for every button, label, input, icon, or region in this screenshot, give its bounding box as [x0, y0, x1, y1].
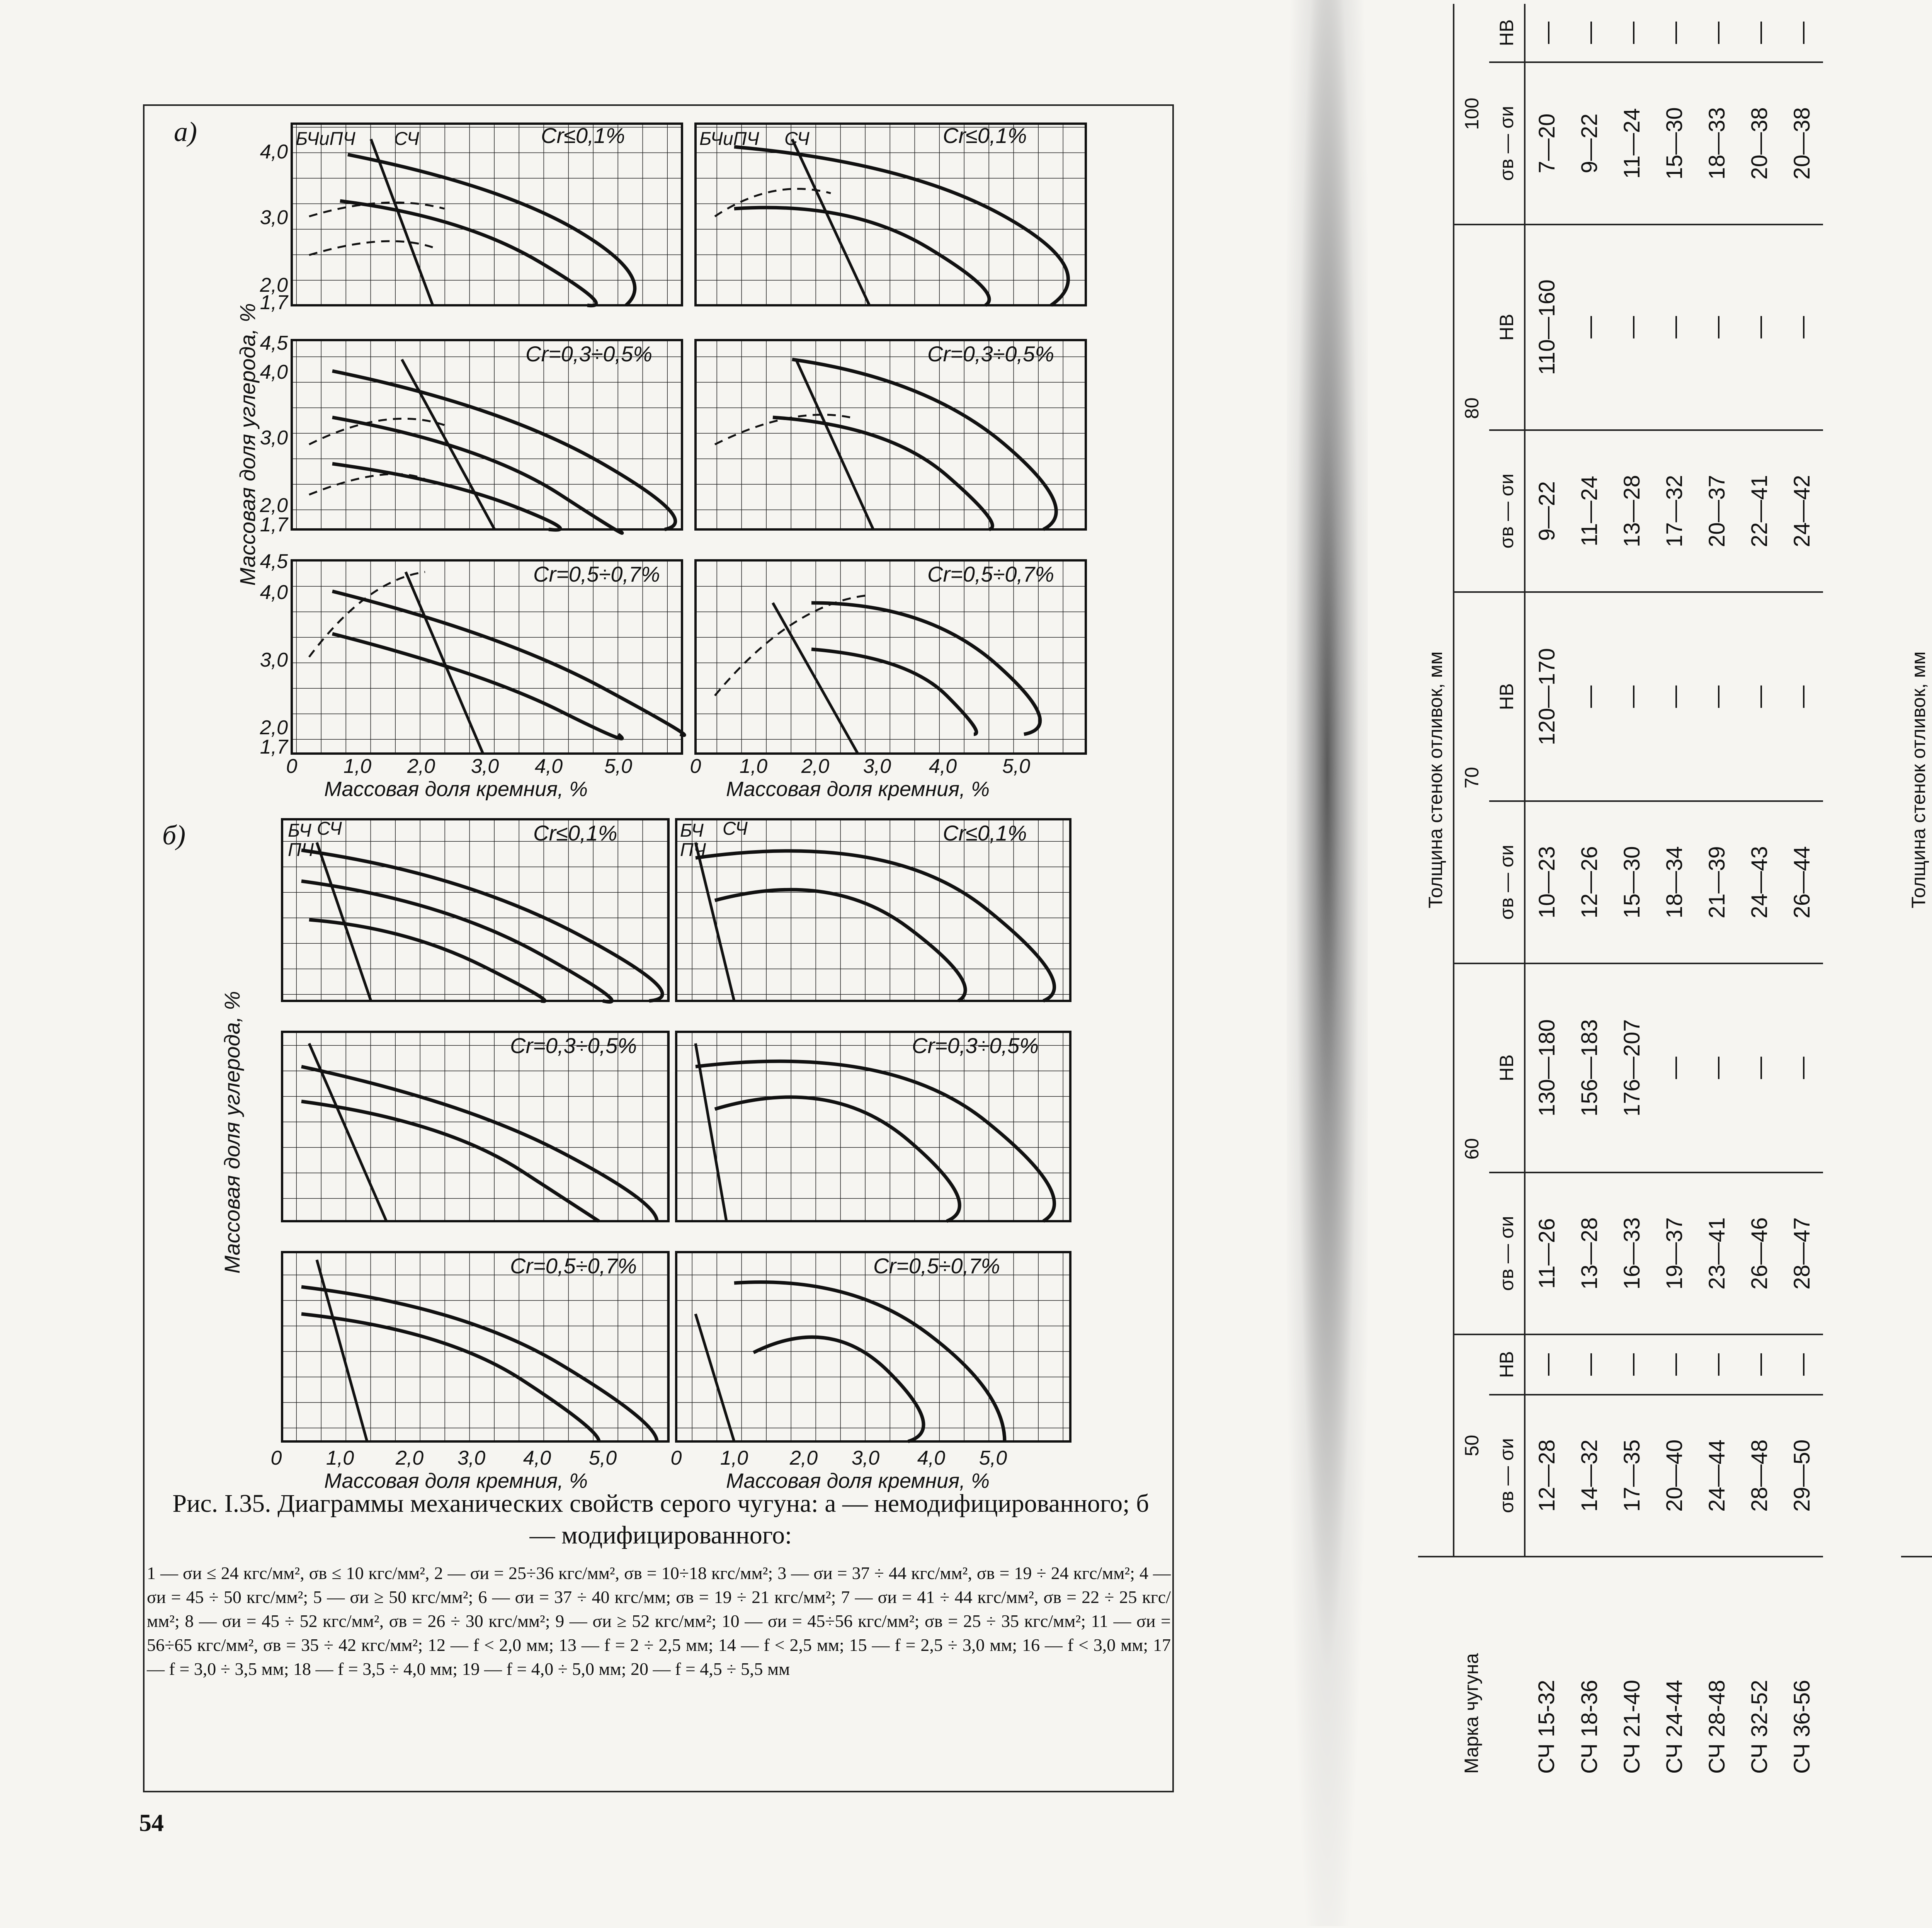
x-tick: 1,0	[343, 755, 372, 778]
sigma-cell: 18—33	[1696, 62, 1738, 224]
hb-cell: —	[1611, 4, 1653, 62]
sigma-cell: 9—22	[1525, 430, 1568, 592]
x-tick: 0	[670, 1447, 682, 1469]
hb-cell: —	[1738, 4, 1781, 62]
sigma-cell: 12—26	[1568, 801, 1611, 963]
y-tick: 4,5	[260, 332, 288, 354]
y-tick: 2,0	[260, 274, 288, 296]
sigma-cell: 10—23	[1525, 801, 1568, 963]
col-sigma: σв — σи	[1489, 62, 1525, 224]
zone-label-pch-short: ПЧ	[288, 840, 314, 860]
x-tick: 0	[286, 755, 298, 778]
hb-cell: 110—160	[1525, 225, 1568, 430]
hb-cell: —	[1653, 225, 1696, 430]
col-sigma: σв — σи	[1489, 801, 1525, 963]
hb-cell: 176—207	[1611, 963, 1653, 1172]
sigma-cell: 29—50	[1781, 1395, 1823, 1557]
x-tick: 3,0	[471, 755, 499, 778]
col-hb: HB	[1489, 963, 1525, 1172]
sigma-cell: 11—24	[1611, 62, 1653, 224]
hb-cell: —	[1781, 1334, 1823, 1395]
hb-cell: —	[1653, 1334, 1696, 1395]
sigma-cell: 23—41	[1696, 1172, 1738, 1334]
x-axis-label: Массовая доля кремния, %	[726, 1469, 990, 1492]
col-sigma: σв — σи	[1489, 1395, 1525, 1557]
hb-cell: —	[1525, 4, 1568, 62]
hb-cell: —	[1696, 963, 1738, 1172]
grade-header	[1901, 1557, 1932, 1789]
table-row	[1611, 4, 1653, 1789]
hb-cell: —	[1611, 225, 1653, 430]
hb-cell: 130—180	[1525, 963, 1568, 1172]
sigma-cell: 15—30	[1611, 801, 1653, 963]
y-tick: 1,7	[260, 291, 288, 314]
hb-cell: —	[1781, 4, 1823, 62]
hb-cell: —	[1696, 4, 1738, 62]
hb-cell: —	[1738, 1334, 1781, 1395]
thickness-header: Толщина стенок отливок, мм	[1901, 4, 1932, 1557]
col-hb: HB	[1489, 4, 1525, 62]
sigma-cell: 13—28	[1611, 430, 1653, 592]
hb-cell: —	[1653, 4, 1696, 62]
x-tick: 1,0	[326, 1447, 354, 1469]
y-tick: 4,5	[260, 550, 288, 573]
col-hb: HB	[1489, 225, 1525, 430]
thickness-value: 60	[1454, 963, 1489, 1335]
table-row	[1568, 4, 1611, 1789]
y-tick: 1,7	[260, 514, 288, 536]
hb-cell: 120—170	[1525, 592, 1568, 801]
x-tick: 5,0	[588, 1447, 617, 1469]
table-row	[1696, 4, 1738, 1789]
zone-label-bch: БЧиПЧ	[699, 129, 759, 149]
book-gutter-shadow	[1287, 0, 1368, 1926]
x-tick: 0	[270, 1447, 282, 1469]
hb-cell: —	[1568, 1334, 1611, 1395]
zone-label-bch-short: БЧ	[288, 820, 311, 841]
zone-label-bch-short: БЧ	[680, 820, 704, 841]
cr-label: Cr=0,5÷0,7%	[510, 1254, 637, 1278]
cr-label: Cr=0,3÷0,5%	[510, 1033, 637, 1058]
grade-cell: СЧ 21-40	[1619, 1680, 1645, 1774]
x-tick: 3,0	[851, 1447, 880, 1469]
panel-a-letter: а)	[174, 116, 197, 147]
x-tick: 5,0	[604, 755, 633, 778]
table-row	[1525, 4, 1568, 1789]
panel-b-letter: б)	[162, 820, 186, 851]
figure-legend: 1 — σи ≤ 24 кгс/мм², σв ≤ 10 кгс/мм², 2 — σи = 25÷36 кгс/мм², σв = 10÷18 кгс/мм²; 3 — σи = 37 ÷ 44 кгс/мм², σв = 19 ÷ 24 кгс/мм²; 4 — σи = 45 ÷ 50 кгс/мм²; 5 — σи ≥ 50 кгс/мм²; 6 — σи = 37 ÷ 40 кгс/мм; σв = 19 ÷ 21 кгс/мм²; 7 — σи = 41 ÷ 44 кгс/мм², σв = 22 ÷ 25 кгс/мм²; 8 — σи = 45 ÷ 52 кгс/мм², σв = 26 ÷ 30 кгс/мм²; 9 — σи ≥ 52 кгс/мм²; 10 — σи = 45÷56 кгс/мм²; σв = 25 ÷ 35 кгс/мм²; 11 — σи = 56÷65 кгс/мм², σв = 35 ÷ 42 кгс/мм²; 12 — f < 2,0 мм; 13 — f = 2 ÷ 2,5 мм; 14 — f < 2,5 мм; 15 — f = 2,5 ÷ 3,0 мм; 16 — f < 3,0 мм; 17 — f = 3,0 ÷ 3,5 мм; 18 — f = 3,5 ÷ 4,0 мм; 19 — f = 4,0 ÷ 5,0 мм; 20 — f = 4,5 ÷ 5,5 мм	[147, 1563, 1171, 1679]
thickness-value: 50	[1454, 1334, 1489, 1557]
y-tick: 3,0	[260, 649, 288, 671]
thickness-header: Толщина стенок отливок, мм	[1418, 4, 1454, 1557]
x-tick: 2,0	[801, 755, 830, 778]
cr-label: Cr≤0,1%	[943, 123, 1027, 148]
sigma-cell: 13—28	[1568, 1172, 1611, 1334]
grade-cell: СЧ 15-32	[1534, 1680, 1559, 1774]
sigma-cell: 24—44	[1696, 1395, 1738, 1557]
hb-cell: —	[1611, 1334, 1653, 1395]
sigma-cell: 19—37	[1653, 1172, 1696, 1334]
x-tick: 1,0	[720, 1447, 748, 1469]
x-axis-label: Массовая доля кремния, %	[324, 778, 588, 801]
sigma-cell: 20—38	[1738, 62, 1781, 224]
sigma-cell: 20—38	[1781, 62, 1823, 224]
hb-cell: —	[1653, 592, 1696, 801]
table-thickness-10-40	[1901, 4, 1932, 1789]
y-tick: 2,0	[260, 494, 288, 517]
grade-cell: СЧ 24-44	[1662, 1680, 1687, 1774]
grade-cell: СЧ 28-48	[1704, 1680, 1730, 1774]
grade-cell: СЧ 32-52	[1747, 1680, 1772, 1774]
figure-caption: Рис. I.35. Диаграммы механических свойств серого чугуна: а — немодифицированного; б — модифицированного:	[172, 1489, 1149, 1549]
y-axis-label: Массовая доля углерода, %	[235, 303, 260, 586]
zone-label-sch: СЧ	[317, 819, 342, 839]
page-number-left: 54	[139, 1809, 164, 1836]
hb-cell: —	[1738, 592, 1781, 801]
panel-b-grids	[282, 819, 1070, 1441]
thickness-value: 100	[1454, 4, 1489, 225]
y-tick: 3,0	[260, 427, 288, 449]
y-tick: 2,0	[260, 716, 288, 739]
table-row	[1738, 4, 1781, 1789]
sigma-cell: 28—47	[1781, 1172, 1823, 1334]
table-thickness-50-100	[1418, 4, 1823, 1789]
zone-label-sch: СЧ	[394, 129, 419, 149]
cr-label: Cr=0,3÷0,5%	[526, 342, 653, 366]
sigma-cell: 28—48	[1738, 1395, 1781, 1557]
sigma-cell: 22—41	[1738, 430, 1781, 592]
hb-cell: —	[1611, 592, 1653, 801]
sigma-cell: 12—28	[1525, 1395, 1568, 1557]
hb-cell: —	[1738, 225, 1781, 430]
x-tick: 1,0	[739, 755, 768, 778]
hb-cell: —	[1568, 225, 1611, 430]
sigma-cell: 9—22	[1568, 62, 1611, 224]
sigma-cell: 16—33	[1611, 1172, 1653, 1334]
hb-cell: —	[1653, 963, 1696, 1172]
hb-cell: —	[1525, 1334, 1568, 1395]
hb-cell: —	[1696, 592, 1738, 801]
sigma-cell: 15—30	[1653, 62, 1696, 224]
cr-label: Cr≤0,1%	[533, 821, 617, 845]
col-sigma: σв — σи	[1489, 1172, 1525, 1334]
sigma-cell: 17—32	[1653, 430, 1696, 592]
x-axis-label: Массовая доля кремния, %	[726, 778, 990, 801]
sigma-cell: 18—34	[1653, 801, 1696, 963]
sigma-cell: 11—24	[1568, 430, 1611, 592]
rotated-table-page	[1403, 4, 1932, 1789]
x-tick: 0	[690, 755, 701, 778]
cr-label: Cr=0,5÷0,7%	[533, 562, 660, 586]
zone-label-pch-short: ПЧ	[680, 840, 706, 860]
x-axis-label: Массовая доля кремния, %	[324, 1469, 588, 1492]
x-tick: 3,0	[457, 1447, 486, 1469]
hb-cell: —	[1696, 225, 1738, 430]
y-tick: 4,0	[260, 361, 288, 383]
sigma-cell: 24—43	[1738, 801, 1781, 963]
sigma-cell: 20—37	[1696, 430, 1738, 592]
col-sigma: σв — σи	[1489, 430, 1525, 592]
grade-cell: СЧ 36-56	[1789, 1680, 1815, 1774]
y-tick: 4,0	[260, 141, 288, 163]
hb-cell: —	[1568, 592, 1611, 801]
panel-a-grids	[292, 124, 1086, 754]
y-axis-label: Массовая доля углерода, %	[220, 991, 244, 1274]
x-tick: 3,0	[863, 755, 891, 778]
sigma-cell: 7—20	[1525, 62, 1568, 224]
cr-label: Cr=0,5÷0,7%	[873, 1254, 1000, 1278]
sigma-cell: 26—44	[1781, 801, 1823, 963]
sigma-cell: 11—26	[1525, 1172, 1568, 1334]
x-tick: 5,0	[1002, 755, 1031, 778]
thickness-value: 80	[1454, 225, 1489, 592]
y-tick: 4,0	[260, 581, 288, 604]
x-tick: 5,0	[979, 1447, 1007, 1469]
sigma-cell: 14—32	[1568, 1395, 1611, 1557]
x-tick: 4,0	[523, 1447, 551, 1469]
hb-cell: —	[1738, 963, 1781, 1172]
thickness-value: 70	[1454, 592, 1489, 963]
hb-cell: —	[1781, 963, 1823, 1172]
x-tick: 4,0	[534, 755, 563, 778]
hb-cell: —	[1781, 225, 1823, 430]
x-tick: 2,0	[407, 755, 435, 778]
x-tick: 2,0	[789, 1447, 818, 1469]
y-tick: 3,0	[260, 206, 288, 229]
hb-cell: —	[1568, 4, 1611, 62]
sigma-cell: 24—42	[1781, 430, 1823, 592]
hb-cell: —	[1696, 1334, 1738, 1395]
table2-body	[1525, 4, 1823, 1789]
y-tick: 1,7	[260, 736, 288, 758]
grade-cell: СЧ 18-36	[1577, 1680, 1602, 1774]
sigma-cell: 26—46	[1738, 1172, 1781, 1334]
cr-label: Cr≤0,1%	[943, 821, 1027, 845]
table-row	[1781, 4, 1823, 1789]
cr-label: Cr=0,3÷0,5%	[912, 1033, 1039, 1058]
cr-label: Cr≤0,1%	[541, 123, 625, 148]
hb-cell: —	[1781, 592, 1823, 801]
sigma-cell: 21—39	[1696, 801, 1738, 963]
hb-cell: 156—183	[1568, 963, 1611, 1172]
x-tick: 2,0	[395, 1447, 424, 1469]
table-row	[1653, 4, 1696, 1789]
sigma-cell: 17—35	[1611, 1395, 1653, 1557]
zone-label-sch: СЧ	[723, 819, 748, 839]
col-hb: HB	[1489, 592, 1525, 801]
col-hb: HB	[1489, 1334, 1525, 1395]
grade-header: Марка чугуна	[1461, 1653, 1482, 1774]
zone-label-bch: БЧиПЧ	[296, 129, 355, 149]
x-tick: 4,0	[917, 1447, 946, 1469]
cr-label: Cr=0,3÷0,5%	[927, 342, 1054, 366]
x-tick: 4,0	[929, 755, 957, 778]
zone-label-sch: СЧ	[784, 129, 810, 149]
sigma-cell: 20—40	[1653, 1395, 1696, 1557]
cr-label: Cr=0,5÷0,7%	[927, 562, 1054, 586]
